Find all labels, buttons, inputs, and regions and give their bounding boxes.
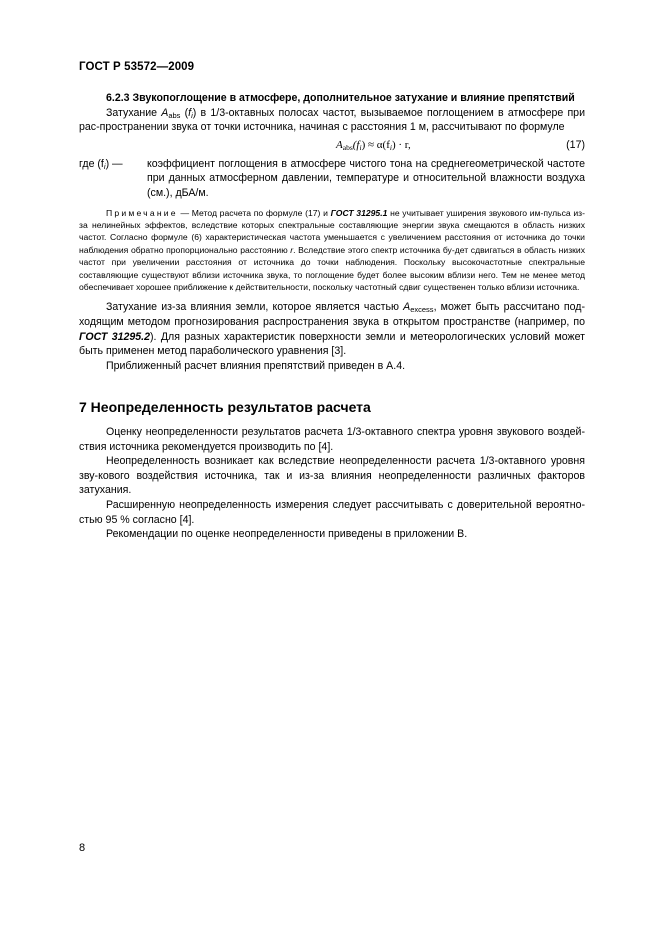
note-paragraph: Примечание — Метод расчета по формуле (17) и ГОСТ 31295.1 не учитывает уширения звукового им-пульса из-за нелинейных эффектов, вследствие которых спектральные составляющие энергии звука смещаются в область низких частот. Согласно формуле (6) характеристическая частота уменьшается с увеличением расстояния от источника до точки наблюдения обратно пропорционально расстоянию r. Вследствие этого спектр источника бу-дет сдвигаться в область низких частот при увеличении расстояния от источника до точки наблюдения. Поскольку высокочастотные спектральные составляющие существуют вблизи источника звука, то поглощение будет более высоким вблизи него. Тем не менее метод обеспечивает хорошее приближение к действительности, поскольку частотный сдвиг существенен только вблизи источника. bbox=[79, 207, 585, 292]
formula-expression: $A_{abs}(f_i) \approx \alpha(f_i) \cdot r$, bbox=[336, 138, 411, 152]
paragraph-uncertainty-4: Рекомендации по оценке неопределенности приведены в приложении В. bbox=[106, 528, 468, 541]
paragraph-uncertainty-2: Неопределенность возникает как вследствие неопределенности расчета 1/3-октавного уровня зву-кового воздействия источника, так и из-за влияния неопределенности различных факторов затухания. bbox=[79, 455, 585, 497]
section-6-2-3 bbox=[79, 91, 585, 373]
paragraph-ground-attenuation: Затухание из-за влияния земли, которое является частью $A_{excess}$, может быть рассчитано под-ходящим методом прогнозирования распространения звука в открытом пространстве (например, по ГОСТ 31295.2). Для разных характеристик поверхности земли и метеорологических условий может быть применен метод параболического уравнения [3]. bbox=[79, 301, 585, 358]
formula-where-clause bbox=[79, 157, 585, 201]
paragraph-uncertainty-1: Оценку неопределенности результатов расчета 1/3-октавного спектра уровня звукового воздей-ствия источника рекомендуется производить по [4]. bbox=[79, 426, 585, 453]
formula-17 bbox=[79, 135, 585, 157]
section-heading-6-2-3: 6.2.3 Звукопоглощение в атмосфере, дополнительное затухание и влияние препятствий bbox=[106, 92, 575, 104]
paragraph-obstacles: Приближенный расчет влияния препятствий приведен в А.4. bbox=[106, 359, 406, 372]
where-label: где $(f_i)$ — bbox=[79, 157, 123, 171]
standard-reference: ГОСТ 31295.1 bbox=[330, 207, 388, 218]
section-7 bbox=[79, 425, 585, 542]
section-heading-7: 7 Неопределенность результатов расчета bbox=[79, 399, 371, 415]
formula-number: (17) bbox=[566, 138, 585, 151]
page-number: 8 bbox=[79, 842, 86, 854]
document-header-id: ГОСТ Р 53572—2009 bbox=[79, 61, 195, 73]
note-label: Примечание bbox=[106, 207, 178, 218]
where-description: коэффициент поглощения в атмосфере чистого тона на среднегеометрической частоте при данных атмосферном давлении, температуре и относительной влажности воздуха (см.), дБА/м. bbox=[147, 157, 585, 199]
paragraph-attenuation-intro: Затухание $A_{abs}$ $(f_i)$ в 1/3-октавных полосах частот, вызываемое поглощением в атмосфере при рас-пространении звука от точки источника, начиная с расстояния 1 м, рассчитывают по формуле bbox=[79, 106, 585, 134]
standard-reference: ГОСТ 31295.2 bbox=[79, 330, 150, 343]
paragraph-uncertainty-3: Расширенную неопределенность измерения следует рассчитывать с доверительной вероятно-стью 95 % согласно [4]. bbox=[79, 498, 585, 526]
